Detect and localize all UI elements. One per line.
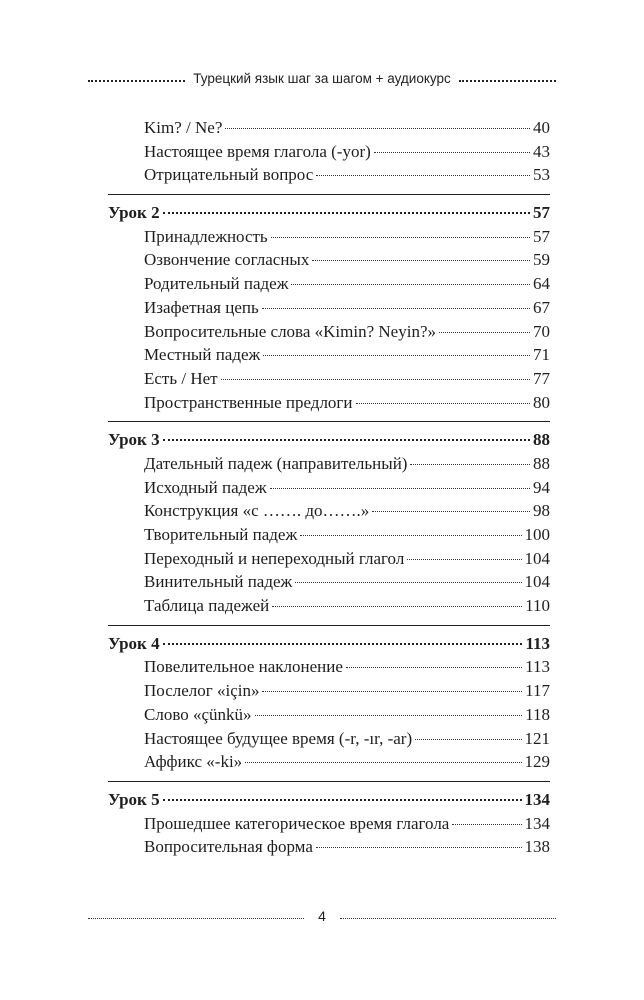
toc-entry-title: Отрицательный вопрос — [144, 165, 314, 185]
toc-entry[interactable] — [108, 679, 550, 703]
toc-entry-page: 70 — [533, 321, 550, 341]
toc-entry-page: 80 — [533, 392, 550, 412]
toc-entry-title: Творительный падеж — [144, 525, 298, 544]
toc-entry[interactable] — [108, 367, 550, 391]
toc-entry-title: Вопросительная форма — [144, 837, 313, 857]
header-dots-left — [88, 80, 185, 82]
toc-entry-page: 134 — [524, 813, 550, 833]
leader-dots — [356, 403, 530, 404]
leader-dots — [163, 799, 522, 801]
toc-entry-page: 100 — [524, 525, 550, 544]
toc-entry-page: 98 — [533, 501, 550, 521]
toc-entry[interactable] — [108, 225, 550, 249]
toc-entry-title: Урок 3 — [108, 430, 160, 450]
toc-entry[interactable] — [108, 391, 550, 415]
leader-dots — [263, 355, 530, 356]
toc-entry-title: Kim? / Ne? — [144, 118, 223, 137]
leader-dots — [316, 175, 530, 176]
toc-entry[interactable] — [108, 248, 550, 272]
toc-entry-page: 88 — [533, 430, 550, 450]
toc-entry-page: 77 — [533, 368, 550, 388]
toc-entry[interactable] — [108, 452, 550, 476]
leader-dots — [295, 582, 521, 583]
toc-entry-title: Прошедшее категорическое время глагола — [144, 813, 450, 833]
toc-entry-title: Вопросительные слова «Kimin? Neyin?» — [144, 321, 436, 341]
toc-entry-title: Родительный падеж — [144, 274, 289, 294]
toc-entry[interactable] — [108, 750, 550, 774]
toc-entry-title: Послелог «için» — [144, 681, 260, 701]
toc-entry[interactable] — [108, 499, 550, 523]
toc-entry[interactable] — [108, 296, 550, 320]
toc-entry-title: Аффикс «-ki» — [144, 752, 243, 772]
leader-dots — [346, 667, 522, 668]
toc-entry-title: Таблица падежей — [144, 596, 270, 616]
toc-entry-title: Настоящее время глагола (-yor) — [144, 141, 371, 161]
toc-lesson-entry[interactable] — [108, 428, 550, 452]
toc-entry[interactable] — [108, 140, 550, 164]
toc-entry-page: 43 — [533, 141, 550, 161]
toc-entry-page: 94 — [533, 477, 550, 497]
toc-entry-title: Исходный падеж — [144, 477, 267, 497]
leader-dots — [312, 260, 530, 261]
leader-dots — [262, 308, 530, 309]
leader-dots — [271, 237, 530, 238]
toc-entry-title: Изафетная цепь — [144, 297, 259, 317]
toc-entry-page: 88 — [533, 453, 550, 473]
page-number: 4 — [318, 908, 326, 924]
running-header — [88, 67, 556, 89]
toc-lesson-entry[interactable] — [108, 788, 550, 812]
toc-entry[interactable] — [108, 835, 550, 859]
toc-entry[interactable] — [108, 320, 550, 344]
toc-entry-page: 110 — [525, 596, 550, 616]
page-footer — [88, 906, 556, 926]
toc-entry-page: 40 — [533, 118, 550, 137]
leader-dots — [262, 691, 522, 692]
toc-entry-page: 134 — [524, 789, 550, 809]
leader-dots — [291, 284, 530, 285]
toc-entry-page: 53 — [533, 165, 550, 185]
toc-entry-page: 104 — [524, 572, 550, 592]
toc-entry-title: Местный падеж — [144, 345, 261, 365]
toc-entry-title: Урок 4 — [108, 633, 160, 653]
toc-lesson-entry[interactable] — [108, 632, 550, 656]
leader-dots — [272, 606, 522, 607]
toc-entry-title: Урок 5 — [108, 789, 160, 809]
toc-entry-page: 71 — [533, 345, 550, 365]
leader-dots — [410, 464, 530, 465]
toc-entry-page: 118 — [525, 704, 550, 724]
toc-lesson-entry[interactable] — [108, 201, 550, 225]
toc-entry-title: Пространственные предлоги — [144, 392, 353, 412]
toc-entry-page: 117 — [525, 681, 550, 701]
toc-entry-title: Повелительное наклонение — [144, 657, 343, 677]
toc-entry[interactable] — [108, 523, 550, 547]
leader-dots — [163, 212, 530, 214]
leader-dots — [221, 379, 530, 380]
toc-entry-title: Озвончение согласных — [144, 250, 310, 270]
toc-entry-page: 59 — [533, 250, 550, 270]
toc-entry[interactable] — [108, 655, 550, 679]
leader-dots — [374, 152, 530, 153]
toc-entry-title: Винительный падеж — [144, 572, 293, 592]
toc-entry[interactable] — [108, 570, 550, 594]
toc-entry[interactable] — [108, 476, 550, 500]
table-of-contents — [108, 116, 550, 859]
toc-entry[interactable] — [108, 727, 550, 751]
toc-entry-title: Принадлежность — [144, 226, 268, 246]
leader-dots — [163, 439, 530, 441]
toc-entry-title: Настоящее будущее время (-r, -ır, -ar) — [144, 728, 413, 748]
section-divider — [108, 421, 550, 422]
toc-entry[interactable] — [108, 163, 550, 187]
leader-dots — [316, 847, 522, 848]
toc-entry-title: Переходный и непереходный глагол — [144, 548, 405, 568]
header-title: Турецкий язык шаг за шагом + аудиокурс — [193, 70, 451, 86]
leader-dots — [270, 488, 530, 489]
toc-entry[interactable] — [108, 594, 550, 618]
leader-dots — [415, 739, 521, 740]
section-divider — [108, 781, 550, 782]
leader-dots — [372, 511, 530, 512]
toc-entry-page: 57 — [533, 226, 550, 246]
toc-entry[interactable] — [108, 116, 550, 140]
toc-entry-title: Конструкция «с ……. до…….» — [144, 501, 370, 521]
toc-entry-page: 104 — [524, 548, 550, 568]
toc-entry-page: 121 — [524, 728, 550, 748]
leader-dots — [300, 535, 521, 536]
section-divider — [108, 194, 550, 195]
toc-entry[interactable] — [108, 272, 550, 296]
leader-dots — [245, 762, 521, 763]
toc-entry-page: 64 — [533, 274, 550, 294]
section-divider — [108, 625, 550, 626]
toc-entry-page: 138 — [524, 837, 550, 857]
toc-entry[interactable] — [108, 547, 550, 571]
footer-dots-left — [88, 918, 304, 919]
toc-entry-title: Слово «çünkü» — [144, 704, 252, 724]
toc-entry-page: 57 — [533, 203, 550, 223]
toc-entry-page: 129 — [524, 752, 550, 772]
toc-entry-title: Дательный падеж (направительный) — [144, 453, 408, 473]
leader-dots — [452, 824, 521, 825]
leader-dots — [163, 643, 523, 645]
leader-dots — [439, 332, 530, 333]
toc-entry-page: 113 — [525, 657, 550, 677]
toc-entry[interactable] — [108, 343, 550, 367]
leader-dots — [407, 559, 521, 560]
toc-entry[interactable] — [108, 703, 550, 727]
leader-dots — [255, 715, 523, 716]
toc-entry-title: Есть / Нет — [144, 368, 218, 388]
footer-dots-right — [340, 918, 556, 919]
toc-entry-page: 67 — [533, 297, 550, 317]
toc-entry-title: Урок 2 — [108, 203, 160, 223]
toc-entry-page: 113 — [525, 633, 550, 653]
header-dots-right — [459, 80, 556, 82]
toc-entry[interactable] — [108, 812, 550, 836]
leader-dots — [225, 128, 530, 129]
